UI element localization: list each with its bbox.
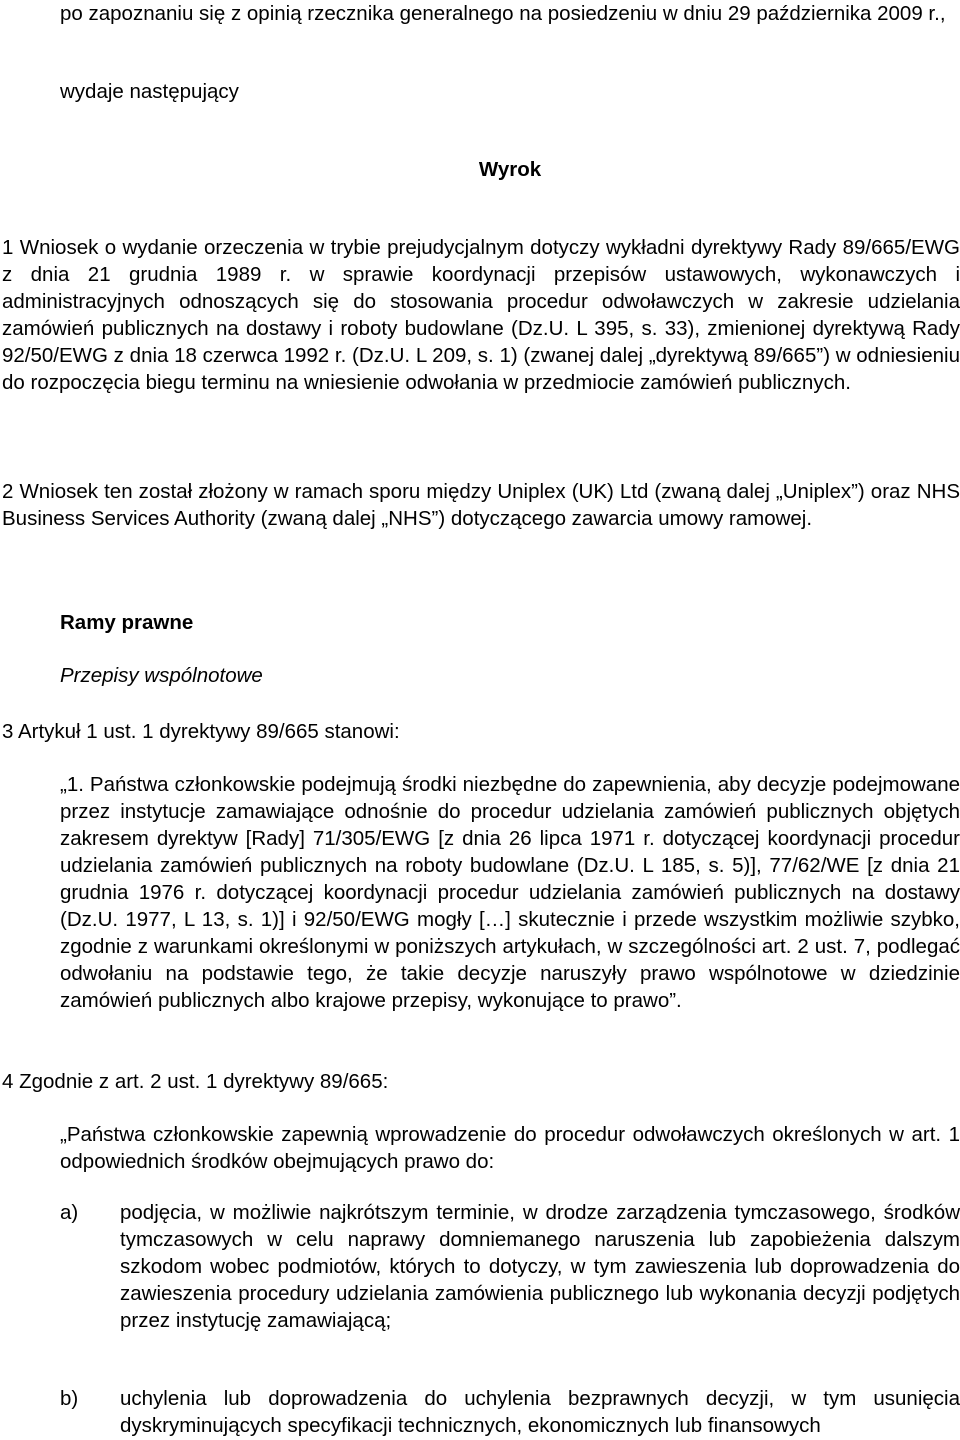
section-heading: Ramy prawne xyxy=(60,611,194,634)
paragraph-2 xyxy=(2,478,960,532)
paragraph-number: 1 xyxy=(2,236,14,259)
intro-text: po zapoznaniu się z opinią rzecznika generalnego na posiedzeniu w dniu 29 października 2009 r., xyxy=(60,2,946,25)
list-item-text: uchylenia lub doprowadzenia do uchylenia bezprawnych decyzji, w tym usunięcia dyskryminujących specyfikacji technicznych, ekonomicznych lub finansowych xyxy=(120,1387,960,1437)
judgment-title: Wyrok xyxy=(478,158,542,181)
issues-line: wydaje następujący xyxy=(60,80,239,103)
paragraph-1 xyxy=(2,234,960,396)
list-item-text: podjęcia, w możliwie najkrótszym terminie, w drodze zarządzenia tymczasowego, środków tymczasowych w celu naprawy domniemanego naruszenia lub zapobieżenia dalszym szkodom wobec podmiotów, których to dotyczy, w tym zawieszenia lub doprowadzenia do zawieszenia procedury udzielania zamówienia publicznego lub wykonania decyzji podjętych przez instytucję zamawiającą; xyxy=(120,1201,960,1332)
paragraph-3: 3 Artykuł 1 ust. 1 dyrektywy 89/665 stanowi: xyxy=(2,720,400,743)
paragraph-4: 4 Zgodnie z art. 2 ust. 1 dyrektywy 89/665: xyxy=(2,1070,389,1093)
list-item-label: a) xyxy=(60,1201,79,1224)
list-item-a xyxy=(60,1199,960,1334)
subsection-heading: Przepisy wspólnotowe xyxy=(60,664,263,687)
paragraph-text: Wniosek o wydanie orzeczenia w trybie prejudycjalnym dotyczy wykładni dyrektywy Rady 89/665/EWG z dnia 21 grudnia 1989 r. w sprawie koordynacji przepisów ustawowych, wykonawczych i administracyjnych odnoszących się do stosowania procedur odwoławczych w zakresie udzielania zamówień publicznych na dostawy i roboty budowlane (Dz.U. L 395, s. 33), zmienionej dyrektywą Rady 92/50/EWG z dnia 18 czerwca 1992 r. (Dz.U. L 209, s. 1) (zwanej dalej „dyrektywą 89/665”) w odniesieniu do rozpoczęcia biegu terminu na wniesienie odwołania w przedmiocie zamówień publicznych. xyxy=(2,236,960,394)
paragraph-text: Wniosek ten został złożony w ramach sporu między Uniplex (UK) Ltd (zwaną dalej „Uniplex”) oraz NHS Business Services Authority (zwaną dalej „NHS”) dotyczącego zawarcia umowy ramowej. xyxy=(2,480,960,530)
paragraph-number: 2 xyxy=(2,480,14,503)
quote-article-2: „Państwa członkowskie zapewnią wprowadzenie do procedur odwoławczych określonych w art. 1 odpowiednich środków obejmujących prawo do: xyxy=(60,1123,960,1173)
quote-article-1: „1. Państwa członkowskie podejmują środki niezbędne do zapewnienia, aby decyzje podejmowane przez instytucje zamawiające odnośnie do procedur udzielania zamówień publicznych objętych zakresem dyrektyw [Rady] 71/305/EWG [z dnia 26 lipca 1971 r. dotyczącej koordynacji procedur udzielania zamówień publicznych na roboty budowlane (Dz.U. L 185, s. 5)], 77/62/WE [z dnia 21 grudnia 1976 r. dotyczącej koordynacji procedur udzielania zamówień publicznych na dostawy (Dz.U. 1977, L 13, s. 1)] i 92/50/EWG mogły […] skutecznie i przede wszystkim możliwie szybko, zgodnie z warunkami określonymi w poniższych artykułach, w szczególności art. 2 ust. 7, podlegać odwołaniu na podstawie tego, że takie decyzje naruszyły prawo wspólnotowe w dziedzinie zamówień publicznych albo krajowe przepisy, wykonujące to prawo”. xyxy=(60,773,960,1012)
list-item-b xyxy=(60,1385,960,1439)
list-item-label: b) xyxy=(60,1387,79,1410)
